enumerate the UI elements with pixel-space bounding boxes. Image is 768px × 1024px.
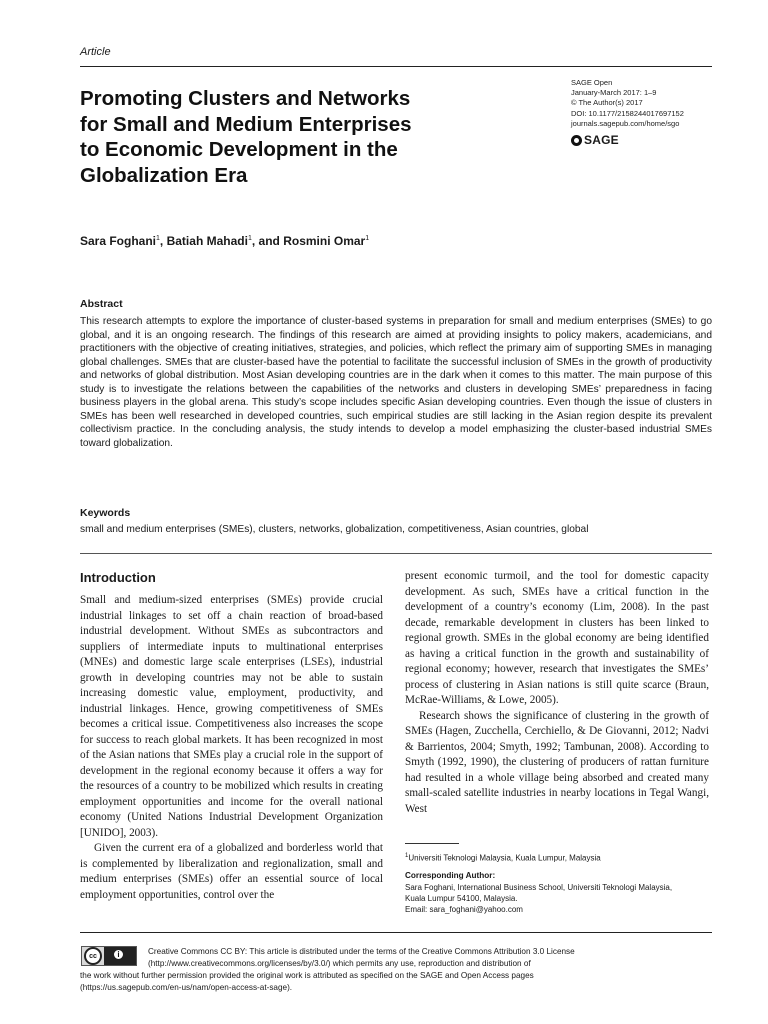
sage-logo [571,133,619,147]
corresponding-email[interactable]: Email: sara_foghani@yahoo.com [405,905,523,914]
issue-pages: January-March 2017: 1–9 [571,88,657,98]
corresponding-author-heading: Corresponding Author: [405,871,496,880]
abstract-text: This research attempts to explore the importance of cluster-based systems in preparation for small and medium enterprises (SMEs) to go global, and it is an ongoing research. The findings of this research are aimed at providing insights to policy makers, academicians, and practitioners with the objective of creating initiatives, strategies, and policies, which reflect the primary aim of supporting SMEs in managing global challenges. SMEs that are cluster-based have the potential to facilitate the successful inclusion of SMEs in the growth of productivity and networks of global distribution. Most Asian developing countries are in the dark when it comes to this matter. The main purpose of this study is to investigate the relations between the capabilities of the networks and clusters in developing SMEs’ preparedness in facing business players in the global arena. This study’s scope includes specific Asian developing countries. Even though the issue of clusters in SMEs has been well researched in developed countries, such empirical studies are still lacking in the Asian region despite its prevalent collectivism practice. In the concluding analysis, the study intends to develop a model emphasizing the cluster-based industrial SMEs toward globalization. [80,316,712,449]
title-line: for Small and Medium Enterprises [80,112,412,136]
introduction-heading: Introduction [80,570,156,585]
license-line: the work without further permission provided the original work is attributed as specified on the SAGE and Open Access pages [80,971,534,980]
journal-url-link[interactable]: journals.sagepub.com/home/sgo [571,118,680,128]
keywords-text: small and medium enterprises (SMEs), clusters, networks, globalization, competitiveness, Asian countries, global [80,524,589,535]
license-statement [80,946,712,994]
article-type-label: Article [80,46,111,58]
header-rule [80,66,712,67]
author-affiliation-mark: 1 [156,235,160,242]
body-paragraph: present economic turmoil, and the tool for domestic capacity development. As such, SMEs have a critical function in the development of a country’s economy (Lim, 2008). In the past decade, remarkable development in clusters has been linked to regional growth. SMEs in the global economy are being identified as having a critical function in the growth and sustainability of regional economy; however, research that investigates the SMEs’ process of clustering in Asian nations is still quite scarce (Braun, McRae-Williams, & Lowe, 2005). [405,570,709,706]
author-separator: , and [251,234,284,248]
sage-logo-text: SAGE [584,133,619,147]
body-column-right [405,569,709,817]
body-column-left [80,593,383,903]
corresponding-line: Sara Foghani, International Business School, Universiti Teknologi Malaysia, [405,883,673,892]
title-line: Promoting Clusters and Networks [80,87,411,110]
section-rule [80,553,712,554]
corresponding-author-details [405,882,713,915]
author-affiliation-mark: 1 [365,235,370,242]
journal-name: SAGE Open [571,78,613,87]
body-paragraph: Given the current era of a globalized and borderless world that is complemented by liberalization and regionalization, small and medium enterprises (SMEs) offer an essential source of local employment opportunities, control over the [80,842,383,901]
author-name: Batiah Mahadi [166,234,248,248]
footnote-rule [405,843,459,844]
open-access-link[interactable]: (https://us.sagepub.com/en-us/nam/open-access-at-sage). [80,983,293,992]
title-line: to Economic Development in the [80,138,398,161]
license-url-link[interactable]: (http://www.creativecommons.org/licenses/by/3.0/) which permits any use, reproduction and distribution of [148,959,531,968]
license-rule [80,932,712,933]
affiliation-text: Universiti Teknologi Malaysia, Kuala Lumpur, Malaysia [408,853,601,863]
body-paragraph: Small and medium-sized enterprises (SMEs) provide crucial industrial linkages to set off a chain reaction of broad-based industrial development. Without SMEs as subcontractors and suppliers of intermediate inputs to multinational enterprises (MNEs) and domestic large scale enterprises (LSEs), industrial growth in developing countries may not be able to sustain increasing domestic value, employment, productivity, and industrial linkages. Hence, growing competitiveness of SMEs becomes a critical issue. Competitiveness also increases the scope for success to reach global markets. It has been recognized in most of the Asian nations that SMEs play a crucial role in the support of development in the regional economy because it offers a way for the resources of a country to be mobilized which results in creating employment opportunities and income for the overall national economy (United Nations Industrial Development Organization [UNIDO], 2003). [80,594,383,839]
affiliation-mark: 1 [405,853,409,859]
author-list [80,234,369,248]
article-title [80,86,480,188]
title-line: Globalization Era [80,163,248,187]
abstract-heading: Abstract [80,298,123,310]
author-name: Sara Foghani [80,234,157,248]
author-separator: , [159,234,167,248]
by-person-icon: i [113,949,124,960]
copyright: © The Author(s) 2017 [571,98,643,108]
sage-s-icon [571,135,582,146]
license-line: Creative Commons CC BY: This article is distributed under the terms of the Creative Commons Attribution 3.0 License [148,947,575,956]
journal-metadata [571,78,731,129]
author-name: Rosmini Omar [283,234,366,248]
doi-link[interactable]: DOI: 10.1177/2158244017697152 [571,108,684,118]
body-paragraph: Research shows the significance of clustering in the growth of SMEs (Hagen, Zucchella, Cerchiello, & De Giovanni, 2012; Nadvi & Barrientos, 2004; Smyth, 1992; Tambunan, 2008). According to Smyth (1992, 1990), the clustering of producers of rattan furniture had resulted in a whole village being absorbed and created many small-scaled satellite industries in nearby locations in Tegal Wangi, West [405,709,709,815]
affiliation-footnote [405,851,601,864]
cc-icon: cc [84,947,102,965]
corresponding-line: Kuala Lumpur 54100, Malaysia. [405,894,518,903]
keywords-heading: Keywords [80,507,131,519]
author-affiliation-mark: 1 [247,235,252,242]
